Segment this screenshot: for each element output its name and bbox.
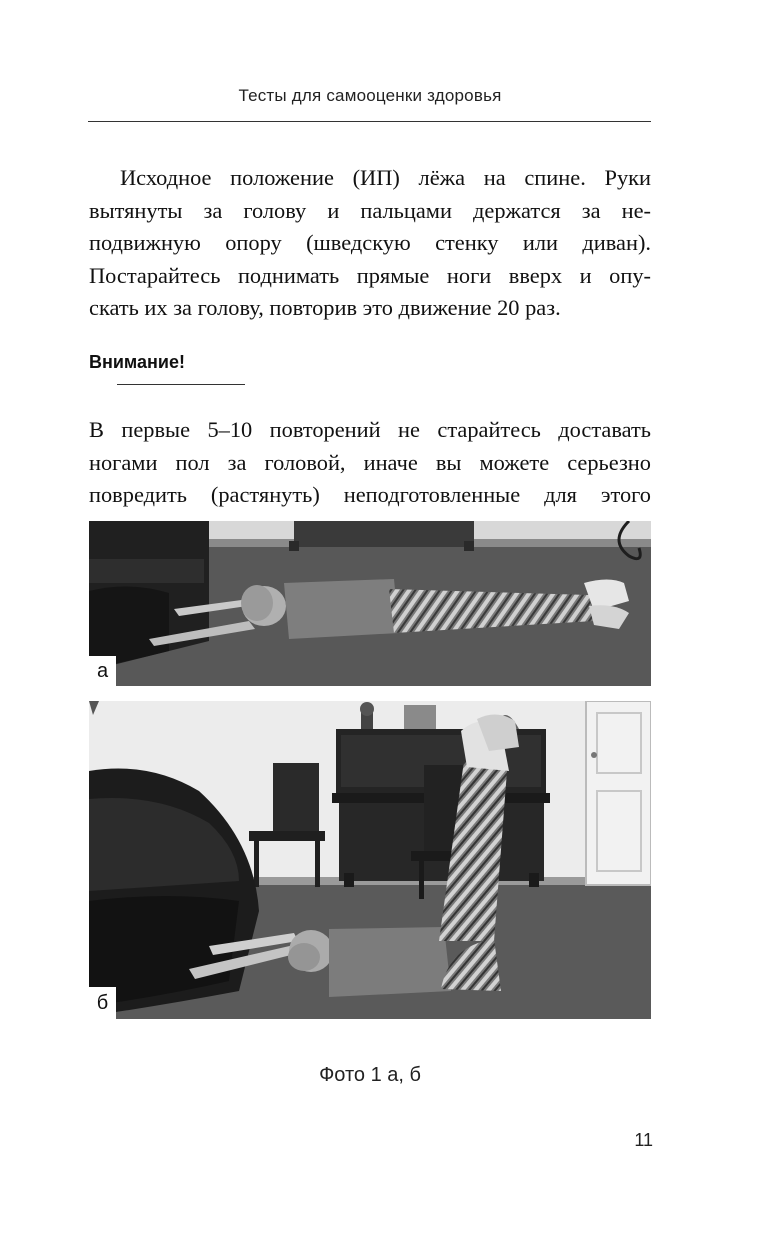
paragraph-line: подвижную опору (шведскую стенку или диван).	[89, 230, 651, 255]
paragraph-line: В первые 5–10 повторений не старайтесь доставать	[89, 417, 651, 442]
paragraph-warning	[89, 414, 651, 512]
photo-caption: Фото 1 а, б	[319, 1064, 421, 1086]
photo-b-label: б	[89, 987, 116, 1019]
paragraph-line: повредить (растянуть) неподготовленные для этого	[89, 482, 651, 507]
photo-a	[89, 521, 651, 686]
paragraph-line: скать их за голову, повторив это движение 20 раз.	[89, 295, 561, 320]
photo-a-illustration	[89, 521, 651, 686]
photo-a-label: а	[89, 656, 116, 686]
paragraph-line: Постарайтесь поднимать прямые ноги вверх и опу-	[89, 262, 651, 288]
photo-b-illustration	[89, 701, 651, 1019]
paragraph-line	[89, 162, 651, 195]
paragraph-line: вытянуты за голову и пальцами держатся за не-	[89, 197, 651, 223]
paragraph-intro	[89, 162, 651, 325]
header-rule	[88, 121, 651, 122]
attention-rule	[117, 384, 245, 385]
running-head: Тесты для самооценки здоровья	[238, 86, 502, 105]
paragraph-line: ногами пол за головой, иначе вы можете серьезно	[89, 449, 651, 475]
page-number: 11	[634, 1130, 653, 1150]
photo-b	[89, 701, 651, 1019]
paragraph-line-text: Исходное положение (ИП) лёжа на спине. Руки	[120, 165, 651, 190]
attention-heading: Внимание!	[89, 352, 185, 372]
